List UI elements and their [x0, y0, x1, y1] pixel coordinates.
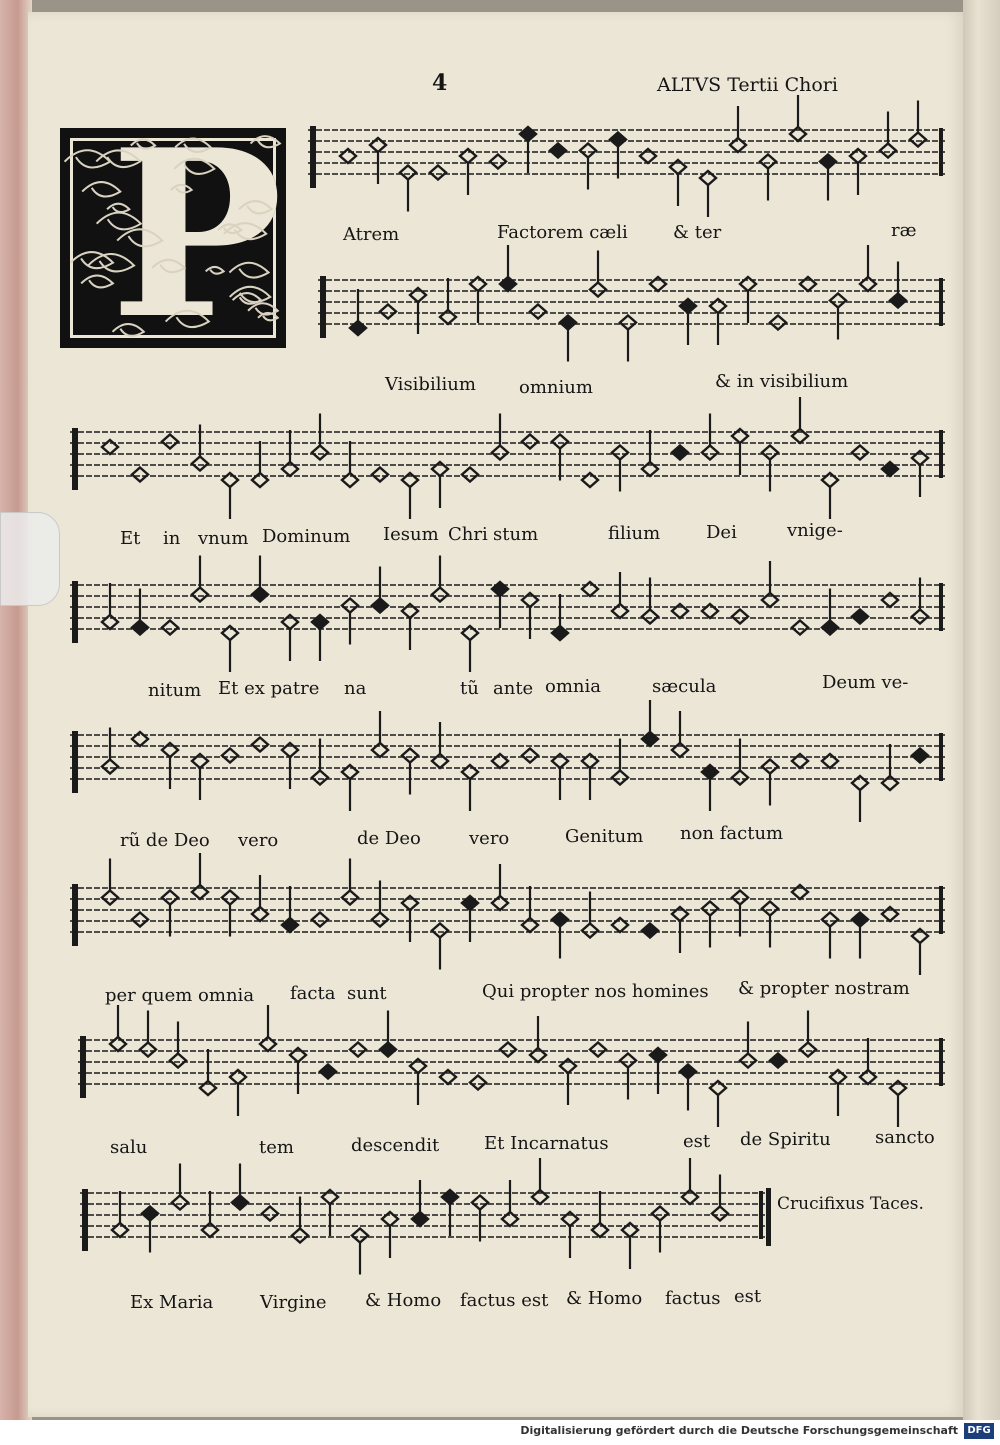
lyric-word: & Homo — [365, 1290, 442, 1311]
staff — [78, 1005, 945, 1127]
lyric-word: Qui propter nos homines — [482, 981, 709, 1002]
lyric-word: nitum — [148, 680, 202, 701]
lyric-word: & in visibilium — [715, 371, 849, 392]
lyric-word: facta — [290, 983, 336, 1004]
lyric-word: Dominum — [262, 526, 351, 547]
lyric-word: Visibilium — [385, 374, 476, 395]
page-number: 4 — [432, 70, 448, 96]
staff — [308, 95, 945, 217]
lyric-word: na — [344, 678, 367, 699]
lyric-word: est — [734, 1286, 762, 1307]
lyric-word: descendit — [351, 1135, 440, 1156]
lyric-word: Dei — [706, 522, 737, 543]
lyric-word: per quem omnia — [105, 985, 255, 1006]
lyric-word: de Deo — [357, 828, 421, 849]
lyric-word: Virgine — [260, 1292, 327, 1313]
initial-letter: P — [110, 100, 283, 370]
lyric-word: sæcula — [652, 676, 717, 697]
lyric-word: sancto — [875, 1127, 935, 1148]
lyric-word: & ter — [673, 222, 722, 243]
lyric-word: in — [163, 528, 181, 549]
lyric-word: de Spiritu — [740, 1129, 831, 1150]
lyric-word: & propter nostram — [738, 978, 910, 999]
staff — [70, 853, 945, 975]
lyric-word: ræ — [891, 220, 917, 241]
lyric-word: omnium — [519, 377, 593, 398]
lyric-word: Ex Maria — [130, 1292, 214, 1313]
dfg-logo: DFG — [964, 1423, 994, 1439]
lyric-word: Factorem cæli — [497, 222, 628, 243]
lyric-word: Et Incarnatus — [484, 1133, 609, 1154]
initial-ornament — [65, 136, 280, 336]
lyric-word: factus est — [460, 1290, 549, 1311]
lyric-word: filium — [608, 523, 661, 544]
lyric-word: vnum — [198, 528, 249, 549]
lyric-word: salu — [110, 1137, 148, 1158]
staff — [80, 1158, 765, 1275]
lyric-word: rũ de Deo — [120, 830, 210, 851]
lyric-word: Et ex patre — [218, 678, 320, 699]
lyric-word: Et — [120, 528, 141, 549]
crucifixus-rubric: Crucifixus Taces. — [777, 1194, 924, 1214]
lyric-word: Deum ve- — [822, 672, 909, 693]
lyric-word: vero — [469, 828, 510, 849]
lyric-word: tũ — [460, 678, 479, 699]
lyric-word: Genitum — [565, 826, 644, 847]
lyric-word: factus — [665, 1288, 721, 1309]
lyric-word: ante — [493, 678, 534, 699]
lyric-word: non factum — [680, 823, 784, 844]
staff — [70, 397, 945, 519]
footer-credit: Digitalisierung gefördert durch die Deutsche Forschungsgemeinschaft — [520, 1424, 958, 1437]
lyric-word: est — [683, 1131, 711, 1152]
lyric-word: tem — [259, 1137, 294, 1158]
lyric-word: vero — [238, 830, 279, 851]
lyric-word: stum — [493, 524, 539, 545]
footer-bar — [0, 1420, 1000, 1445]
running-title: ALTVS Tertii Chori — [657, 74, 838, 96]
lyric-word: omnia — [545, 676, 601, 697]
lyric-word: Chri — [448, 524, 488, 545]
lyric-word: Atrem — [343, 224, 400, 245]
staff — [70, 556, 945, 673]
final-bar — [766, 1188, 771, 1246]
lyric-word: vnige- — [787, 520, 843, 541]
staff — [318, 245, 945, 362]
lyric-word: & Homo — [566, 1288, 643, 1309]
staff — [70, 700, 945, 822]
lyric-word: Iesum — [383, 524, 439, 545]
lyric-word: sunt — [347, 983, 387, 1004]
